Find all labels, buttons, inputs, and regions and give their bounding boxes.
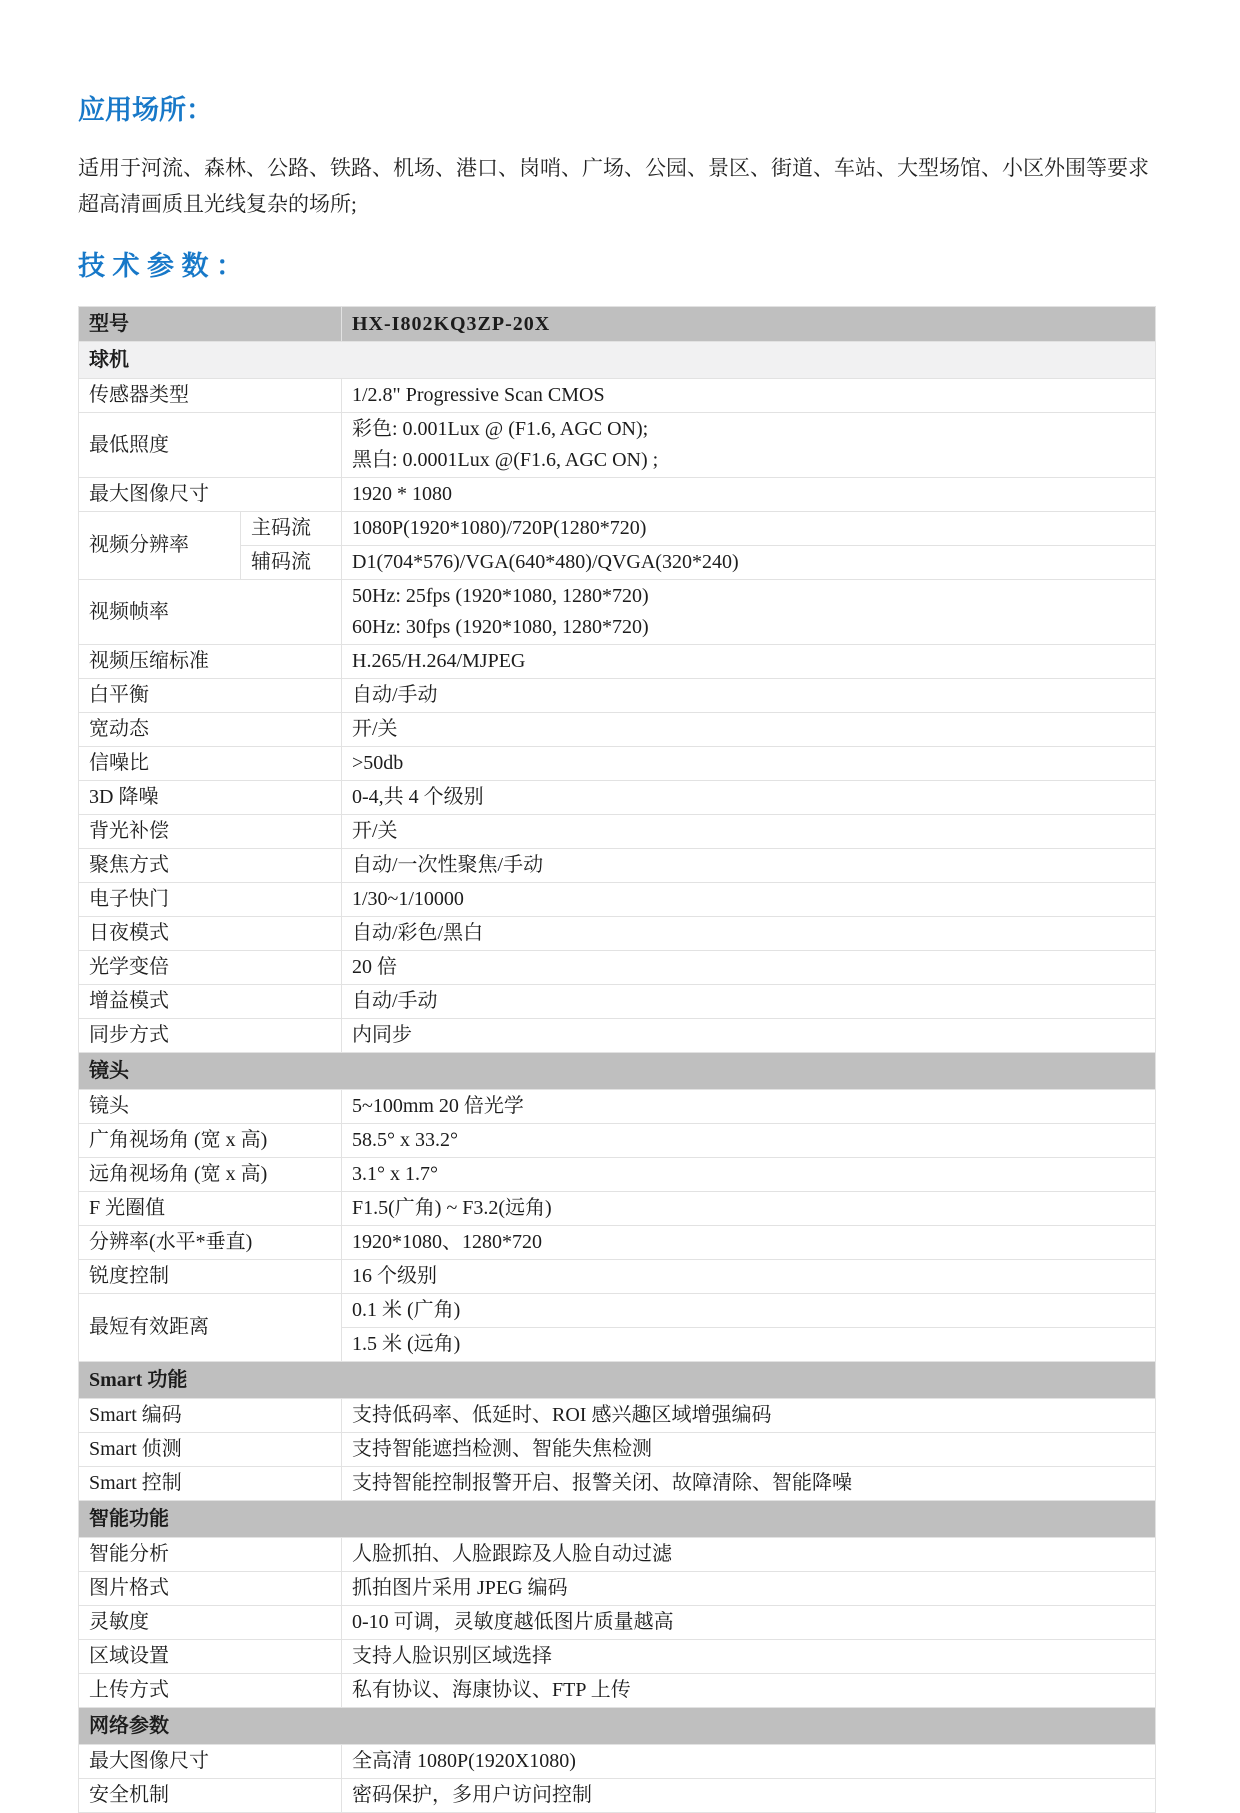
spec-row — [79, 1294, 1156, 1328]
spec-label: Smart 侦测 — [79, 1433, 342, 1467]
spec-value-line: 1/2.8" Progressive Scan CMOS — [352, 384, 605, 406]
spec-value — [342, 1640, 1156, 1674]
spec-label: 3D 降噪 — [79, 781, 342, 815]
spec-value-line: 支持智能遮挡检测、智能失焦检测 — [352, 1438, 652, 1460]
spec-label: 区域设置 — [79, 1640, 342, 1674]
spec-value — [342, 1606, 1156, 1640]
section-header-row — [79, 1501, 1156, 1538]
spec-value — [342, 580, 1156, 645]
spec-value — [342, 1433, 1156, 1467]
spec-value-line: 开/关 — [352, 820, 398, 842]
spec-value-line: 开/关 — [352, 718, 398, 740]
spec-value — [342, 1779, 1156, 1813]
spec-label: 远角视场角 (宽 x 高) — [79, 1158, 342, 1192]
spec-row — [79, 1260, 1156, 1294]
spec-label: 传感器类型 — [79, 379, 342, 413]
spec-value — [342, 713, 1156, 747]
spec-value-line: 支持人脸识别区域选择 — [352, 1645, 552, 1667]
spec-value-line: 人脸抓拍、人脸跟踪及人脸自动过滤 — [352, 1543, 672, 1565]
spec-row — [79, 1192, 1156, 1226]
spec-value — [342, 379, 1156, 413]
spec-row — [79, 379, 1156, 413]
spec-value-line: 全高清 1080P(1920X1080) — [352, 1750, 576, 1772]
spec-value-line: 支持低码率、低延时、ROI 感兴趣区域增强编码 — [352, 1404, 772, 1426]
section-header-label: 网络参数 — [79, 1708, 1156, 1745]
spec-value: D1(704*576)/VGA(640*480)/QVGA(320*240) — [342, 546, 1156, 580]
spec-sublabel: 主码流 — [241, 512, 342, 546]
spec-label: 信噪比 — [79, 747, 342, 781]
spec-label: 图片格式 — [79, 1572, 342, 1606]
spec-row — [79, 951, 1156, 985]
spec-row — [79, 1226, 1156, 1260]
spec-row — [79, 1433, 1156, 1467]
spec-value — [342, 917, 1156, 951]
spec-value-line: 彩色: 0.001Lux @ (F1.6, AGC ON); — [352, 418, 649, 440]
spec-row — [79, 580, 1156, 645]
spec-value — [342, 747, 1156, 781]
spec-label: 电子快门 — [79, 883, 342, 917]
spec-label: 白平衡 — [79, 679, 342, 713]
spec-value — [342, 1019, 1156, 1053]
spec-value-line: 3.1° x 1.7° — [352, 1163, 438, 1185]
spec-row — [79, 1572, 1156, 1606]
spec-value — [342, 1260, 1156, 1294]
spec-value — [342, 1158, 1156, 1192]
section-header-row — [79, 1708, 1156, 1745]
spec-sublabel: 辅码流 — [241, 546, 342, 580]
spec-row — [79, 1090, 1156, 1124]
spec-label: 灵敏度 — [79, 1606, 342, 1640]
spec-row — [79, 985, 1156, 1019]
section-header-label: 镜头 — [79, 1053, 1156, 1090]
spec-value-line: 58.5° x 33.2° — [352, 1129, 458, 1151]
spec-row — [79, 1538, 1156, 1572]
spec-row — [79, 883, 1156, 917]
spec-label: 上传方式 — [79, 1674, 342, 1708]
spec-label: 最低照度 — [79, 413, 342, 478]
spec-row — [79, 917, 1156, 951]
spec-row — [79, 645, 1156, 679]
spec-row — [79, 413, 1156, 478]
spec-row — [79, 781, 1156, 815]
spec-label: 最大图像尺寸 — [79, 1745, 342, 1779]
spec-value — [342, 849, 1156, 883]
spec-label: 锐度控制 — [79, 1260, 342, 1294]
spec-row — [79, 1779, 1156, 1813]
section-header-label: Smart 功能 — [79, 1362, 1156, 1399]
spec-value-line: 内同步 — [352, 1024, 412, 1046]
spec-row — [79, 1124, 1156, 1158]
section-header-label: 球机 — [79, 342, 1156, 379]
model-label: 型号 — [79, 307, 342, 342]
spec-row — [79, 1019, 1156, 1053]
spec-value-line: 自动/手动 — [352, 990, 438, 1012]
spec-value — [342, 645, 1156, 679]
spec-row — [79, 512, 1156, 546]
spec-value-line: 1/30~1/10000 — [352, 888, 464, 910]
spec-label: 背光补偿 — [79, 815, 342, 849]
section-header-row — [79, 1053, 1156, 1090]
spec-value — [342, 1399, 1156, 1433]
spec-row — [79, 1640, 1156, 1674]
spec-value — [342, 1467, 1156, 1501]
section-title-specs: 技 术 参 数 ： — [78, 251, 244, 281]
spec-value — [342, 679, 1156, 713]
spec-value-line: F1.5(广角) ~ F3.2(远角) — [352, 1197, 552, 1219]
spec-label: 聚焦方式 — [79, 849, 342, 883]
spec-label: 广角视场角 (宽 x 高) — [79, 1124, 342, 1158]
spec-value-line: 私有协议、海康协议、FTP 上传 — [352, 1679, 631, 1701]
spec-value-line: 自动/彩色/黑白 — [352, 922, 484, 944]
spec-row — [79, 713, 1156, 747]
spec-row — [79, 478, 1156, 512]
spec-row — [79, 849, 1156, 883]
spec-label: 视频压缩标准 — [79, 645, 342, 679]
spec-row — [79, 815, 1156, 849]
model-row — [79, 307, 1156, 342]
spec-value — [342, 1124, 1156, 1158]
model-value: HX-I802KQ3ZP-20X — [342, 307, 1156, 342]
spec-value — [342, 951, 1156, 985]
spec-value — [342, 1674, 1156, 1708]
spec-value-line: 5~100mm 20 倍光学 — [352, 1095, 524, 1117]
spec-value-line: H.265/H.264/MJPEG — [352, 650, 526, 672]
spec-value-line: 自动/一次性聚焦/手动 — [352, 854, 544, 876]
spec-value-line: 自动/手动 — [352, 684, 438, 706]
spec-label: 视频帧率 — [79, 580, 342, 645]
spec-row — [79, 1745, 1156, 1779]
spec-label: 镜头 — [79, 1090, 342, 1124]
spec-row — [79, 546, 1156, 580]
spec-value — [342, 985, 1156, 1019]
spec-row — [79, 1674, 1156, 1708]
spec-value — [342, 413, 1156, 478]
spec-value — [342, 815, 1156, 849]
spec-value-line: 抓拍图片采用 JPEG 编码 — [352, 1577, 568, 1599]
spec-value: 1080P(1920*1080)/720P(1280*720) — [342, 512, 1156, 546]
spec-value-line: 16 个级别 — [352, 1265, 437, 1287]
spec-value — [342, 1572, 1156, 1606]
spec-value-line: >50db — [352, 752, 404, 774]
spec-value-line: 60Hz: 30fps (1920*1080, 1280*720) — [352, 616, 649, 638]
spec-value-line: 1920*1080、1280*720 — [352, 1231, 542, 1253]
section-title-application: 应用场所： — [78, 95, 213, 125]
spec-value — [342, 1192, 1156, 1226]
spec-table — [78, 306, 1156, 1813]
spec-value — [342, 781, 1156, 815]
spec-label: 分辨率(水平*垂直) — [79, 1226, 342, 1260]
spec-value — [342, 1226, 1156, 1260]
spec-label: 日夜模式 — [79, 917, 342, 951]
spec-value-line: 密码保护，多用户访问控制 — [352, 1784, 592, 1806]
spec-value-line: 1920 * 1080 — [352, 483, 452, 505]
spec-value-line: 支持智能控制报警开启、报警关闭、故障清除、智能降噪 — [352, 1472, 852, 1494]
spec-value — [342, 1745, 1156, 1779]
spec-label: 视频分辨率 — [79, 512, 241, 580]
spec-label: 最短有效距离 — [79, 1294, 342, 1362]
spec-row — [79, 679, 1156, 713]
spec-label: 增益模式 — [79, 985, 342, 1019]
spec-label: 宽动态 — [79, 713, 342, 747]
spec-label: 最大图像尺寸 — [79, 478, 342, 512]
spec-label: 智能分析 — [79, 1538, 342, 1572]
spec-value-line: 0-10 可调，灵敏度越低图片质量越高 — [352, 1611, 674, 1633]
spec-value-line: 50Hz: 25fps (1920*1080, 1280*720) — [352, 585, 649, 607]
section-header-label: 智能功能 — [79, 1501, 1156, 1538]
spec-label: Smart 控制 — [79, 1467, 342, 1501]
spec-label: 安全机制 — [79, 1779, 342, 1813]
spec-value — [342, 1538, 1156, 1572]
spec-label: 同步方式 — [79, 1019, 342, 1053]
spec-label: 光学变倍 — [79, 951, 342, 985]
spec-value-line: 20 倍 — [352, 956, 397, 978]
spec-value — [342, 1090, 1156, 1124]
spec-row — [79, 747, 1156, 781]
spec-value: 1.5 米 (远角) — [342, 1328, 1156, 1362]
spec-row — [79, 1158, 1156, 1192]
spec-value: 0.1 米 (广角) — [342, 1294, 1156, 1328]
spec-label: F 光圈值 — [79, 1192, 342, 1226]
spec-row — [79, 1399, 1156, 1433]
spec-value-line: 黑白: 0.0001Lux @(F1.6, AGC ON) ; — [352, 449, 659, 471]
spec-value — [342, 883, 1156, 917]
spec-label: Smart 编码 — [79, 1399, 342, 1433]
spec-row — [79, 1467, 1156, 1501]
application-description: 适用于河流、森林、公路、铁路、机场、港口、岗哨、广场、公园、景区、街道、车站、大型场馆、小区外围等要求超高清画质且光线复杂的场所; — [78, 156, 1149, 216]
section-header-row — [79, 1362, 1156, 1399]
spec-row — [79, 1606, 1156, 1640]
spec-value — [342, 478, 1156, 512]
section-header-row — [79, 342, 1156, 379]
spec-value-line: 0-4,共 4 个级别 — [352, 786, 484, 808]
